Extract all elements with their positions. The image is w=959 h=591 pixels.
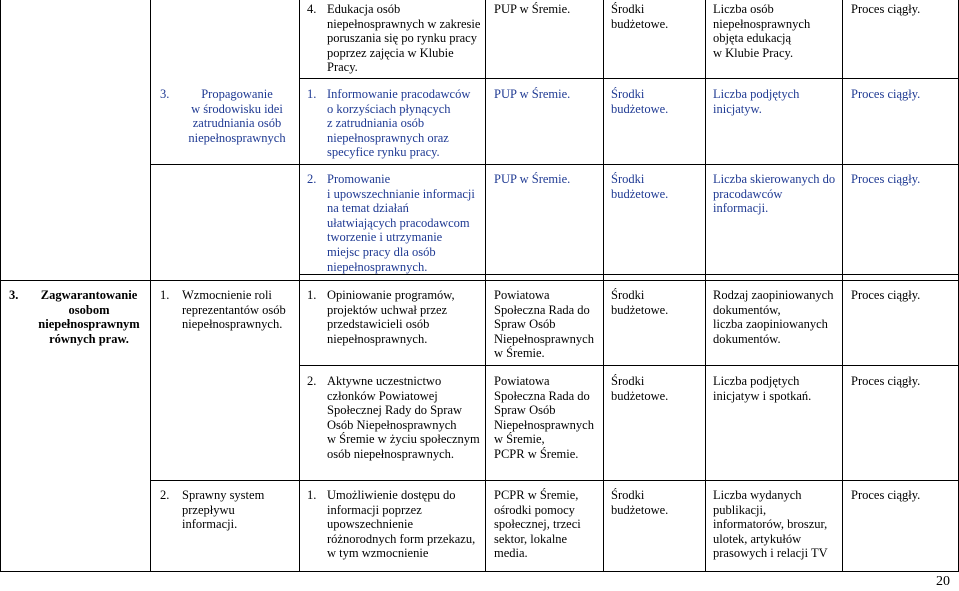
row2-funds: Środki budżetowe. xyxy=(611,87,669,116)
row4-task: Opiniowanie programów, projektów uchwał przez przedstawicieli osób niepełnosprawnych. xyxy=(327,288,455,346)
row3-funds: Środki budżetowe. xyxy=(611,172,669,201)
row1-funds: Środki budżetowe. xyxy=(611,2,669,31)
row6-task: Umożliwienie dostępu do informacji poprzez upowszechnienie różnorodnych form przekazu, w tym wzmocnienie xyxy=(327,488,476,561)
row6-term: Proces ciągły. xyxy=(851,488,921,502)
row1-task: Edukacja osób niepełnosprawnych w zakresie poruszania się po rynku pracy poprzez zajęcia w Klubie Pracy. xyxy=(327,2,481,75)
row3-task-number: 2. xyxy=(307,172,317,186)
row1-indicator: Liczba osób niepełnosprawnych objęta edukacją w Klubie Pracy. xyxy=(713,2,811,60)
row6-task-number: 1. xyxy=(307,488,317,502)
row5-who: Powiatowa Społeczna Rada do Spraw Osób Niepełnosprawnych w Śremie, PCPR w Śremie. xyxy=(494,374,594,461)
row2-indicator: Liczba podjętych inicjatyw. xyxy=(713,87,800,116)
page-number: 20 xyxy=(936,574,950,589)
row4-funds: Środki budżetowe. xyxy=(611,288,669,317)
row4-indicator: Rodzaj zaopiniowanych dokumentów, liczba zaopiniowanych dokumentów. xyxy=(713,288,834,346)
row2-who: PUP w Śremie. xyxy=(494,87,571,101)
row4-term: Proces ciągły. xyxy=(851,288,921,302)
row4-aim-number: 3. xyxy=(9,288,19,302)
row3-term: Proces ciągły. xyxy=(851,172,921,186)
row5-funds: Środki budżetowe. xyxy=(611,374,669,403)
row1-term: Proces ciągły. xyxy=(851,2,921,16)
row6-indicator: Liczba wydanych publikacji, informatorów, broszur, ulotek, artykułów prasowych i relacji TV xyxy=(713,488,828,561)
row5-task-number: 2. xyxy=(307,374,317,388)
row2-goal: Propagowanie w środowisku idei zatrudniania osób niepełnosprawnych xyxy=(188,87,286,145)
row3-task: Promowanie i upowszechnianie informacji na temat działań ułatwiających pracodawcom tworzenie i utrzymanie miejsc pracy dla osób niepełnosprawnych. xyxy=(327,172,475,274)
row4-task-number: 1. xyxy=(307,288,317,302)
row5-task: Aktywne uczestnictwo członków Powiatowej Społecznej Rady do Spraw Osób Niepełnosprawnych w Śremie w życiu społecznym osób niepełnosprawnych. xyxy=(327,374,480,461)
row5-term: Proces ciągły. xyxy=(851,374,921,388)
row6-goal-number: 2. xyxy=(160,488,170,502)
row4-goal: Wzmocnienie roli reprezentantów osób niepełnosprawnych. xyxy=(182,288,286,332)
row3-indicator: Liczba skierowanych do pracodawców informacji. xyxy=(713,172,836,216)
row2-term: Proces ciągły. xyxy=(851,87,921,101)
row2-task: Informowanie pracodawców o korzyściach płynących z zatrudniania osób niepełnosprawnych oraz specyfice rynku pracy. xyxy=(327,87,471,160)
row5-indicator: Liczba podjętych inicjatyw i spotkań. xyxy=(713,374,812,403)
row4-goal-number: 1. xyxy=(160,288,170,302)
row6-goal: Sprawny system przepływu informacji. xyxy=(182,488,265,532)
row1-task-number: 4. xyxy=(307,2,317,16)
row2-goal-number: 3. xyxy=(160,87,170,101)
row6-who: PCPR w Śremie, ośrodki pomocy społecznej, trzeci sektor, lokalne media. xyxy=(494,488,581,561)
row4-who: Powiatowa Społeczna Rada do Spraw Osób Niepełnosprawnych w Śremie. xyxy=(494,288,594,361)
row1-who: PUP w Śremie. xyxy=(494,2,571,16)
row3-who: PUP w Śremie. xyxy=(494,172,571,186)
row6-funds: Środki budżetowe. xyxy=(611,488,669,517)
row4-aim: Zagwarantowanie osobom niepełnosprawnym równych praw. xyxy=(38,288,140,346)
row2-task-number: 1. xyxy=(307,87,317,101)
